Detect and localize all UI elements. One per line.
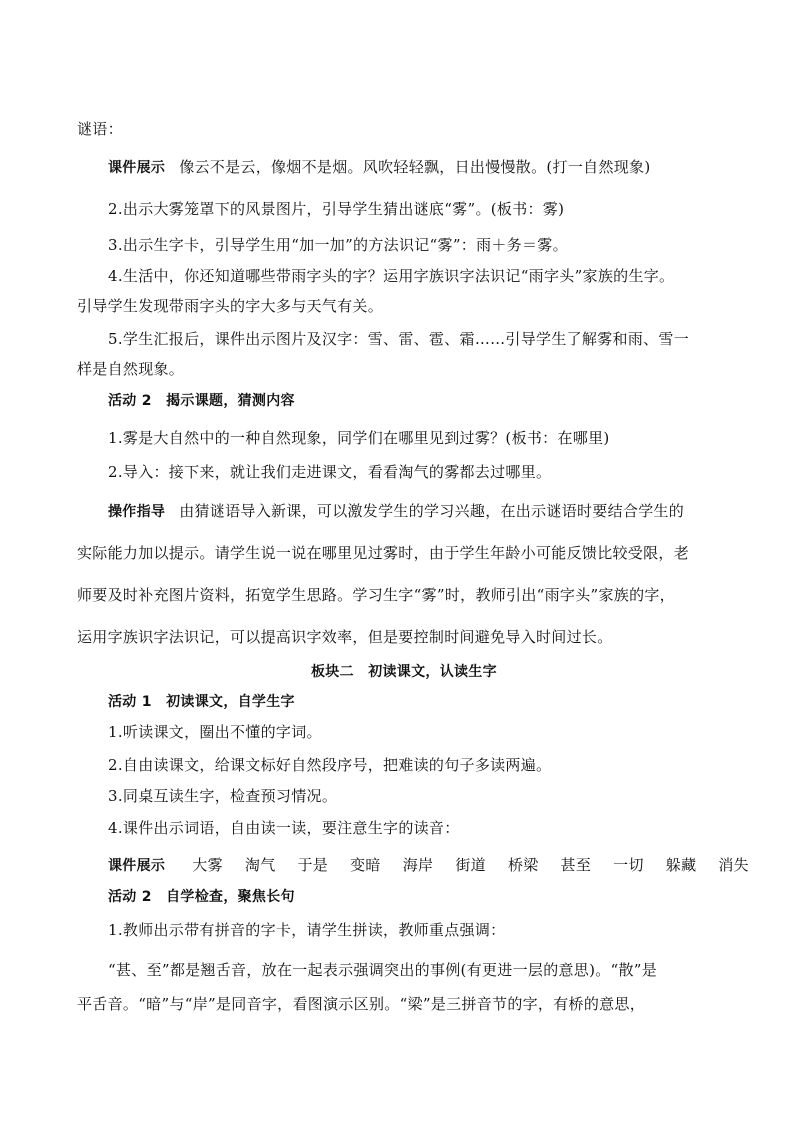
step-5-line-2: 样是自然现象。 xyxy=(77,360,185,378)
vocab-word: 消失 xyxy=(718,856,749,874)
b-activity-1-title: 活动 1 初读课文，自学生字 xyxy=(108,694,295,710)
word-list xyxy=(192,856,771,874)
activity-2-item-2: 2.导入：接下来，就让我们走进课文，看看淘气的雾都去过哪里。 xyxy=(108,463,552,481)
vocab-word: 淘气 xyxy=(244,856,276,874)
step-5-line-1: 5.学生汇报后，课件出示图片及汉字：雪、雷、雹、霜……引导学生了解雾和雨、雪一 xyxy=(108,330,690,348)
vocab-word: 甚至 xyxy=(560,856,592,874)
section-2-title: 板块二 初读课文，认读生字 xyxy=(311,664,497,680)
vocab-word: 街道 xyxy=(455,856,486,874)
guide-text-1: 由猜谜语导入新课，可以激发学生的学习兴趣，在出示谜语时要结合学生的 xyxy=(179,502,685,520)
b1-item-4: 4.课件出示词语，自由读一读，要注意生字的读音： xyxy=(108,819,460,837)
vocab-word: 一切 xyxy=(613,856,644,874)
activity-2-title: 活动 2 揭示课题，猜测内容 xyxy=(108,393,295,409)
b2-item-1: 1.教师出示带有拼音的字卡，请学生拼读，教师重点强调： xyxy=(108,921,506,939)
words-label: 课件展示 xyxy=(108,858,166,874)
vocabulary-line xyxy=(108,855,771,876)
vocab-word: 海岸 xyxy=(402,856,434,874)
riddle-text: 像云不是云，像烟不是烟。风吹轻轻飘，日出慢慢散。(打一自然现象) xyxy=(179,158,651,176)
riddle-label: 课件展示 xyxy=(108,160,166,176)
vocab-word: 变暗 xyxy=(350,856,381,874)
b2-para-line-2: 平舌音。“暗”与“岸”是同音字，看图演示区别。“梁”是三拼音节的字，有桥的意思， xyxy=(77,995,646,1013)
guide-line-2: 实际能力加以提示。请学生说一说在哪里见过雾时，由于学生年龄小可能反馈比较受限，老 xyxy=(77,544,690,562)
guide-line-4: 运用字族识字法识记，可以提高识字效率，但是要控制时间避免导入时间过长。 xyxy=(77,628,613,646)
b2-para-line-1: “甚、至”都是翘舌音，放在一起表示强调突出的事例(有更进一层的意思)。“散”是 xyxy=(108,961,658,979)
step-4-line-2: 引导学生发现带雨字头的字大多与天气有关。 xyxy=(77,297,384,315)
guide-line-3: 师要及时补充图片资料，拓宽学生思路。学习生字“雾”时，教师引出“雨字头”家族的字， xyxy=(77,586,675,604)
step-2: 2.出示大雾笼罩下的风景图片，引导学生猜出谜底“雾”。(板书：雾) xyxy=(108,200,565,218)
riddle-line xyxy=(108,157,651,178)
vocab-word: 躲藏 xyxy=(665,856,697,874)
b1-item-1: 1.听读课文，圈出不懂的字词。 xyxy=(108,723,322,741)
activity-2-item-1: 1.雾是大自然中的一种自然现象，同学们在哪里见到过雾？(板书：在哪里) xyxy=(108,429,610,447)
b1-item-3: 3.同桌互读生字，检查预习情况。 xyxy=(108,787,338,805)
vocab-word: 桥梁 xyxy=(507,856,539,874)
b1-item-2: 2.自由读课文，给课文标好自然段序号，把难读的句子多读两遍。 xyxy=(108,756,552,774)
b-activity-2-title: 活动 2 自学检查，聚焦长句 xyxy=(108,889,295,905)
step-3: 3.出示生字卡，引导学生用“加一加”的方法识记“雾”：雨＋务＝雾。 xyxy=(108,236,568,254)
vocab-word: 大雾 xyxy=(192,856,223,874)
guide-line-1 xyxy=(108,501,684,522)
vocab-word: 于是 xyxy=(297,856,329,874)
guide-label: 操作指导 xyxy=(108,504,166,520)
step-4-line-1: 4.生活中，你还知道哪些带雨字头的字？运用字族识字法识记“雨字头”家族的生字。 xyxy=(108,267,675,285)
riddle-intro: 谜语： xyxy=(77,120,123,138)
